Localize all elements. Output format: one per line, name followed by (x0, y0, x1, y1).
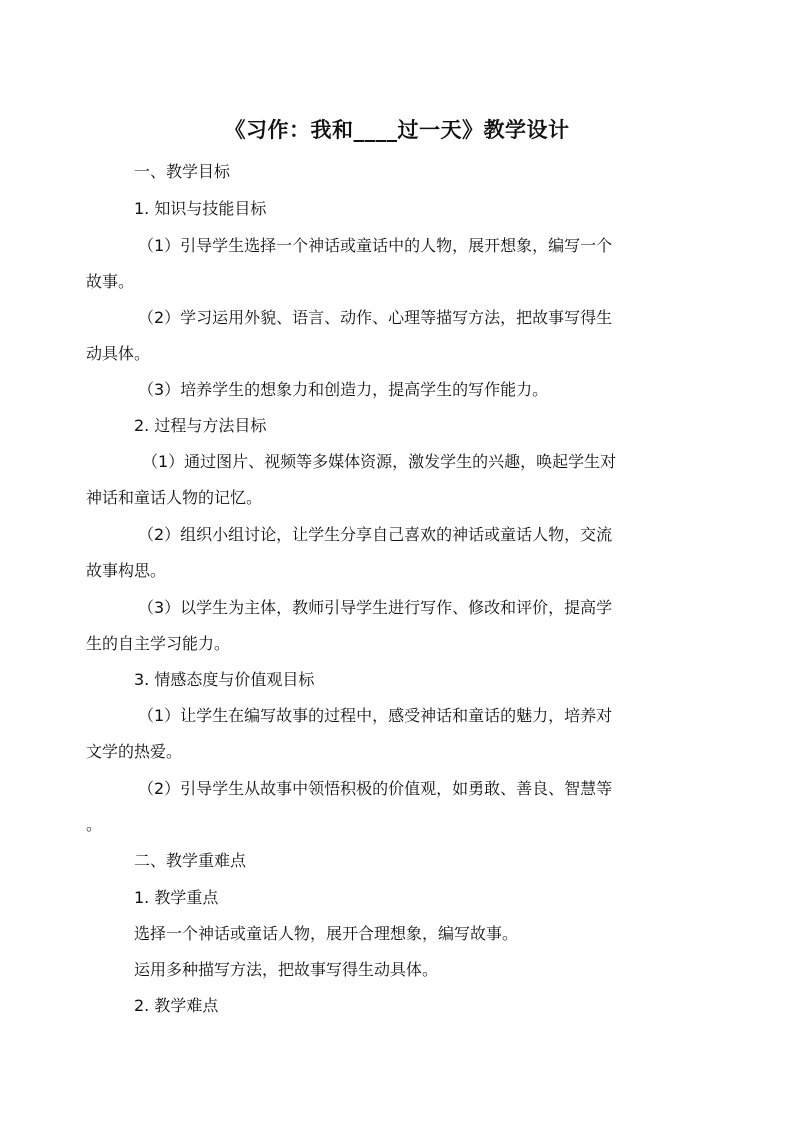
paragraph-line: 故事构思。 (86, 561, 167, 580)
paragraph-line: （1）引导学生选择一个神话或童话中的人物，展开想象，编写一个 (138, 236, 613, 255)
paragraph-line: （3）培养学生的想象力和创造力，提高学生的写作能力。 (138, 380, 549, 399)
paragraph-line: 选择一个神话或童话人物，展开合理想象，编写故事。 (134, 924, 519, 943)
subheading-emotion-values: 3. 情感态度与价值观目标 (134, 670, 315, 689)
subheading-difficulties: 2. 教学难点 (134, 996, 219, 1015)
document-title: 《习作：我和____过一天》教学设计 (224, 118, 570, 142)
paragraph-line: 故事。 (86, 272, 135, 291)
subheading-key-points: 1. 教学重点 (134, 888, 219, 907)
paragraph-line: （3）以学生为主体，教师引导学生进行写作、修改和评价，提高学 (138, 598, 613, 617)
paragraph-line: 运用多种描写方法，把故事写得生动具体。 (134, 960, 439, 979)
paragraph-line: （2）组织小组讨论，让学生分享自己喜欢的神话或童话人物，交流 (138, 525, 613, 544)
paragraph-line: 。 (86, 815, 103, 834)
section-heading-objectives: 一、教学目标 (134, 162, 231, 181)
paragraph-line: （1）通过图片、视频等多媒体资源，激发学生的兴趣，唤起学生对 (142, 452, 617, 471)
paragraph-line: （2）引导学生从故事中领悟积极的价值观，如勇敢、善良、智慧等 (138, 779, 613, 798)
subheading-knowledge-skills: 1. 知识与技能目标 (134, 199, 267, 218)
subheading-process-methods: 2. 过程与方法目标 (134, 416, 267, 435)
paragraph-line: 生的自主学习能力。 (86, 634, 231, 653)
section-heading-key-difficulties: 二、教学重难点 (134, 851, 247, 870)
paragraph-line: 神话和童话人物的记忆。 (86, 488, 263, 507)
paragraph-line: （1）让学生在编写故事的过程中，感受神话和童话的魅力，培养对 (138, 706, 613, 725)
paragraph-line: （2）学习运用外貌、语言、动作、心理等描写方法，把故事写得生 (138, 308, 613, 327)
paragraph-line: 动具体。 (86, 344, 151, 363)
paragraph-line: 文学的热爱。 (86, 742, 183, 761)
